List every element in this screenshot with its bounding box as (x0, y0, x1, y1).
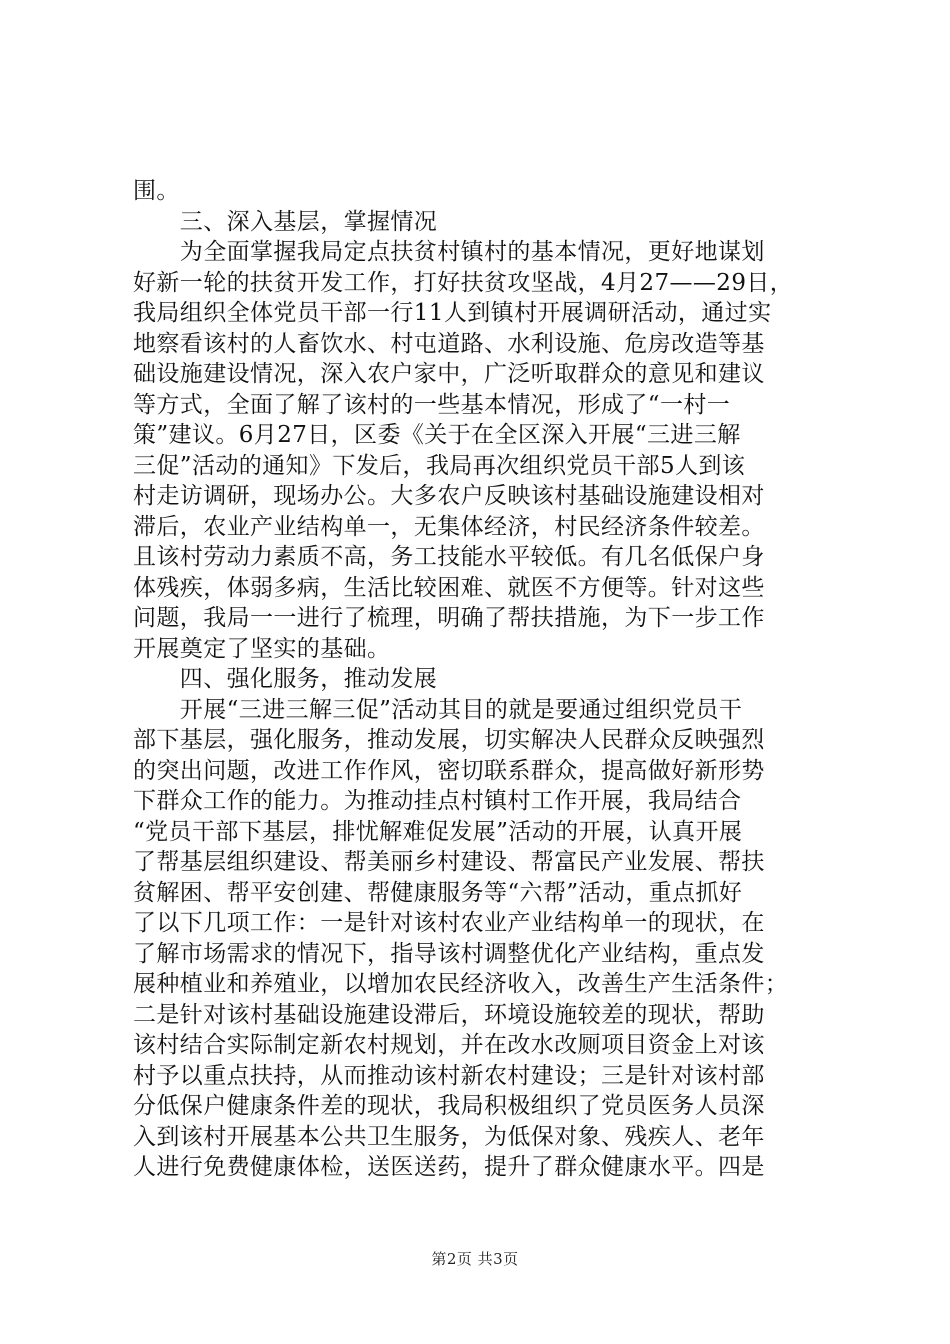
text-line: 四、强化服务，推动发展 (133, 666, 438, 692)
text-line: 了以下几项工作：一是针对该村农业产业结构单一的现状，在 (133, 910, 765, 936)
text-line: 策”建议。6月27日，区委《关于在全区深入开展“三进三解 (133, 422, 741, 448)
text-line: 等方式，全面了解了该村的一些基本情况，形成了“一村一 (133, 391, 731, 418)
text-line: 了帮基层组织建设、帮美丽乡村建设、帮富民产业发展、帮扶 (133, 849, 765, 875)
text-line: 贫解困、帮平安创建、帮健康服务等“六帮”活动，重点抓好 (133, 879, 743, 906)
text-line: 好新一轮的扶贫开发工作，打好扶贫攻坚战，4月27——29日， (133, 269, 794, 296)
page-footer (0, 1248, 950, 1269)
text-line: 村予以重点扶持，从而推动该村新农村建设；三是针对该村部 (133, 1062, 765, 1089)
text-line: 下群众工作的能力。为推动挂点村镇村工作开展，我局结合 (133, 788, 742, 814)
text-line: 问题，我局一一进行了梳理，明确了帮扶措施，为下一步工作 (133, 605, 765, 631)
text-line: 二是针对该村基础设施建设滞后，环境设施较差的现状，帮助 (133, 1001, 765, 1028)
text-line: 开展“三进三解三促”活动其目的就是要通过组织党员干 (133, 696, 743, 723)
text-line: 部下基层，强化服务，推动发展，切实解决人民群众反映强烈 (133, 727, 765, 753)
text-line: 村走访调研，现场办公。大多农户反映该村基础设施建设相对 (133, 483, 765, 509)
text-line: 展种植业和养殖业，以增加农民经济收入，改善生产生活条件； (133, 971, 789, 997)
text-line: 且该村劳动力素质不高，务工技能水平较低。有几名低保户身 (133, 544, 765, 570)
text-line: 了解市场需求的情况下，指导该村调整优化产业结构，重点发 (133, 940, 765, 967)
document-body (133, 176, 833, 1183)
text-line: 入到该村开展基本公共卫生服务，为低保对象、残疾人、老年 (133, 1123, 765, 1150)
text-line: 我局组织全体党员干部一行11人到镇村开展调研活动，通过实 (133, 300, 772, 326)
text-line: “党员干部下基层，排忧解难促发展”活动的开展，认真开展 (133, 818, 743, 845)
text-line: 围。 (133, 178, 180, 204)
text-line: 滞后，农业产业结构单一，无集体经济，村民经济条件较差。 (133, 513, 765, 540)
text-line: 地察看该村的人畜饮水、村屯道路、水利设施、危房改造等基 (133, 330, 765, 357)
text-line: 该村结合实际制定新农村规划，并在改水改厕项目资金上对该 (133, 1032, 765, 1058)
text-line: 三促”活动的通知》下发后，我局再次组织党员干部5人到该 (133, 452, 746, 479)
page-number: 第2页 共3页 (431, 1250, 519, 1268)
text-line: 为全面掌握我局定点扶贫村镇村的基本情况，更好地谋划 (133, 239, 765, 265)
text-line: 三、深入基层，掌握情况 (133, 208, 438, 235)
text-line: 体残疾，体弱多病，生活比较困难、就医不方便等。针对这些 (133, 574, 765, 601)
text-line: 的突出问题，改进工作作风，密切联系群众，提高做好新形势 (133, 757, 765, 784)
text-line: 人进行免费健康体检，送医送药，提升了群众健康水平。四是 (133, 1154, 765, 1180)
text-line: 开展奠定了坚实的基础。 (133, 635, 391, 662)
text-line: 础设施建设情况，深入农户家中，广泛听取群众的意见和建议 (133, 361, 765, 387)
text-line: 分低保户健康条件差的现状，我局积极组织了党员医务人员深 (133, 1093, 765, 1119)
